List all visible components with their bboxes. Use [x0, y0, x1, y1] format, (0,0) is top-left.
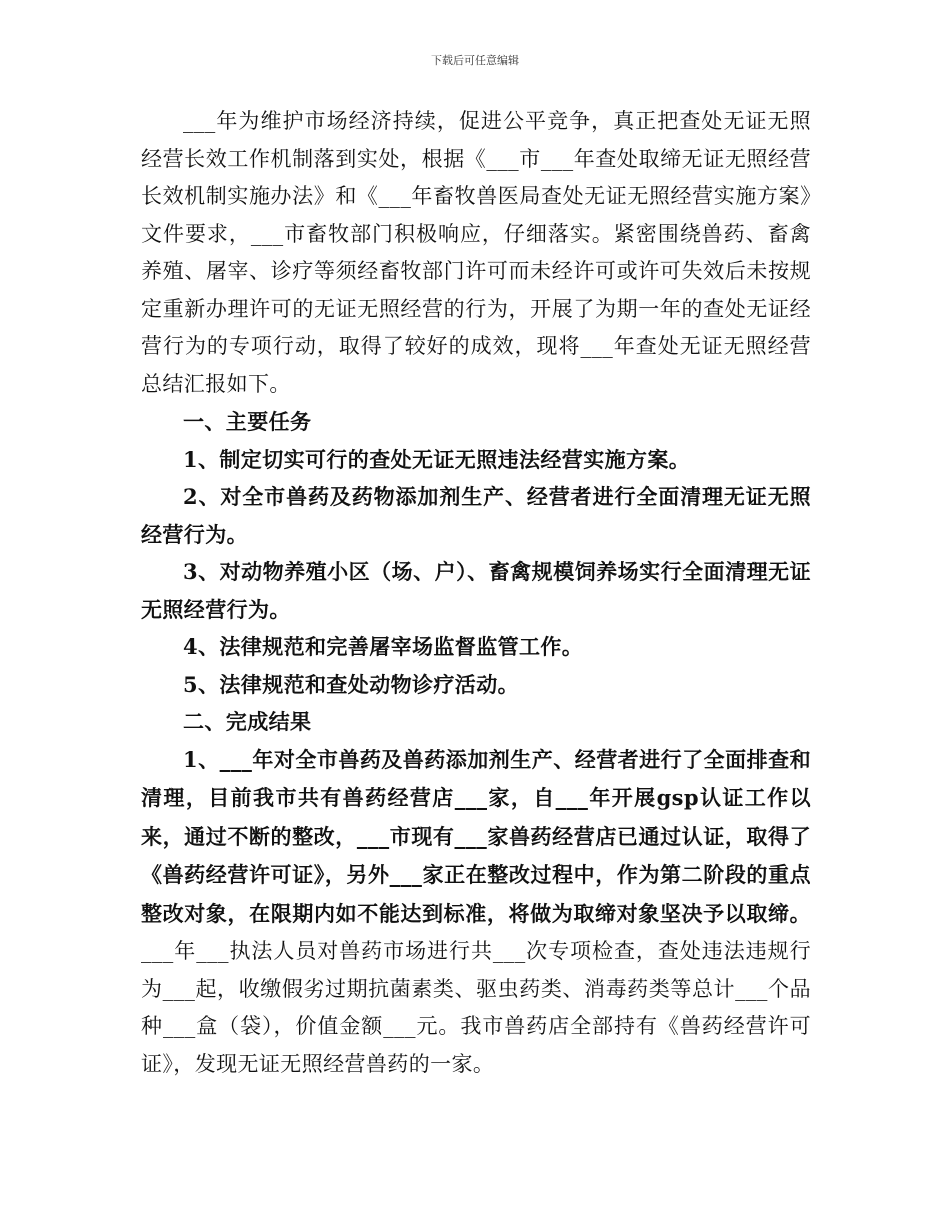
task-item-2: 2、对全市兽药及药物添加剂生产、经营者进行全面清理无证无照经营行为。 — [141, 484, 811, 547]
task-item-5: 5、法律规范和查处动物诊疗活动。 — [183, 671, 520, 697]
intro-paragraph: ___年为维护市场经济持续，促进公平竞争，真正把查处无证无照经营长效工作机制落到实处，根据《___市___年查处取缔无证无照经营长效机制实施办法》和《___年畜牧兽医局查处无证无照经营实施方案》文件要求，___市畜牧部门积极响应，仔细落实。紧密围绕兽药、畜禽养殖、屠宰、诊疗等须经畜牧部门许可而未经许可或许可失效后未按规定重新办理许可的无证无照经营的行为，开展了为期一年的查处无证经营行为的专项行动，取得了较好的成效，现将___年查处无证无照经营总结汇报如下。 — [141, 109, 811, 396]
task-item-3: 3、对动物养殖小区（场、户）、畜禽规模饲养场实行全面清理无证无照经营行为。 — [141, 559, 811, 622]
document-body — [141, 103, 811, 1083]
result-1-bold-text: 1、___年对全市兽药及兽药添加剂生产、经营者进行了全面排查和清理，目前我市共有兽药经营店___家，自___年开展gsp认证工作以来，通过不断的整改，___市现有___家兽药经营店已通过认证，取得了《兽药经营许可证》，另外___家正在整改过程中，作为第二阶段的重点整改对象，在限期内如不能达到标准，将做为取缔对象坚决予以取缔。 — [141, 746, 811, 926]
task-item-4: 4、法律规范和完善屠宰场监督监管工作。 — [183, 634, 584, 659]
page-header: 下载后可任意编辑 — [431, 54, 519, 67]
result-1-normal-text: ___年___执法人员对兽药市场进行共___次专项检查，查处违法违规行为___起，收缴假劣过期抗菌素类、驱虫药类、消毒药类等总计___个品种___盒（袋），价值金额___元。我市兽药店全部持有《兽药经营许可证》，发现无证无照经营兽药的一家。 — [141, 939, 811, 1076]
section-heading-results: 二、完成结果 — [183, 709, 312, 734]
result-paragraph-1 — [141, 741, 811, 1084]
section-heading-main-tasks: 一、主要任务 — [183, 409, 312, 434]
task-item-1: 1、制定切实可行的查处无证无照违法经营实施方案。 — [183, 446, 691, 472]
